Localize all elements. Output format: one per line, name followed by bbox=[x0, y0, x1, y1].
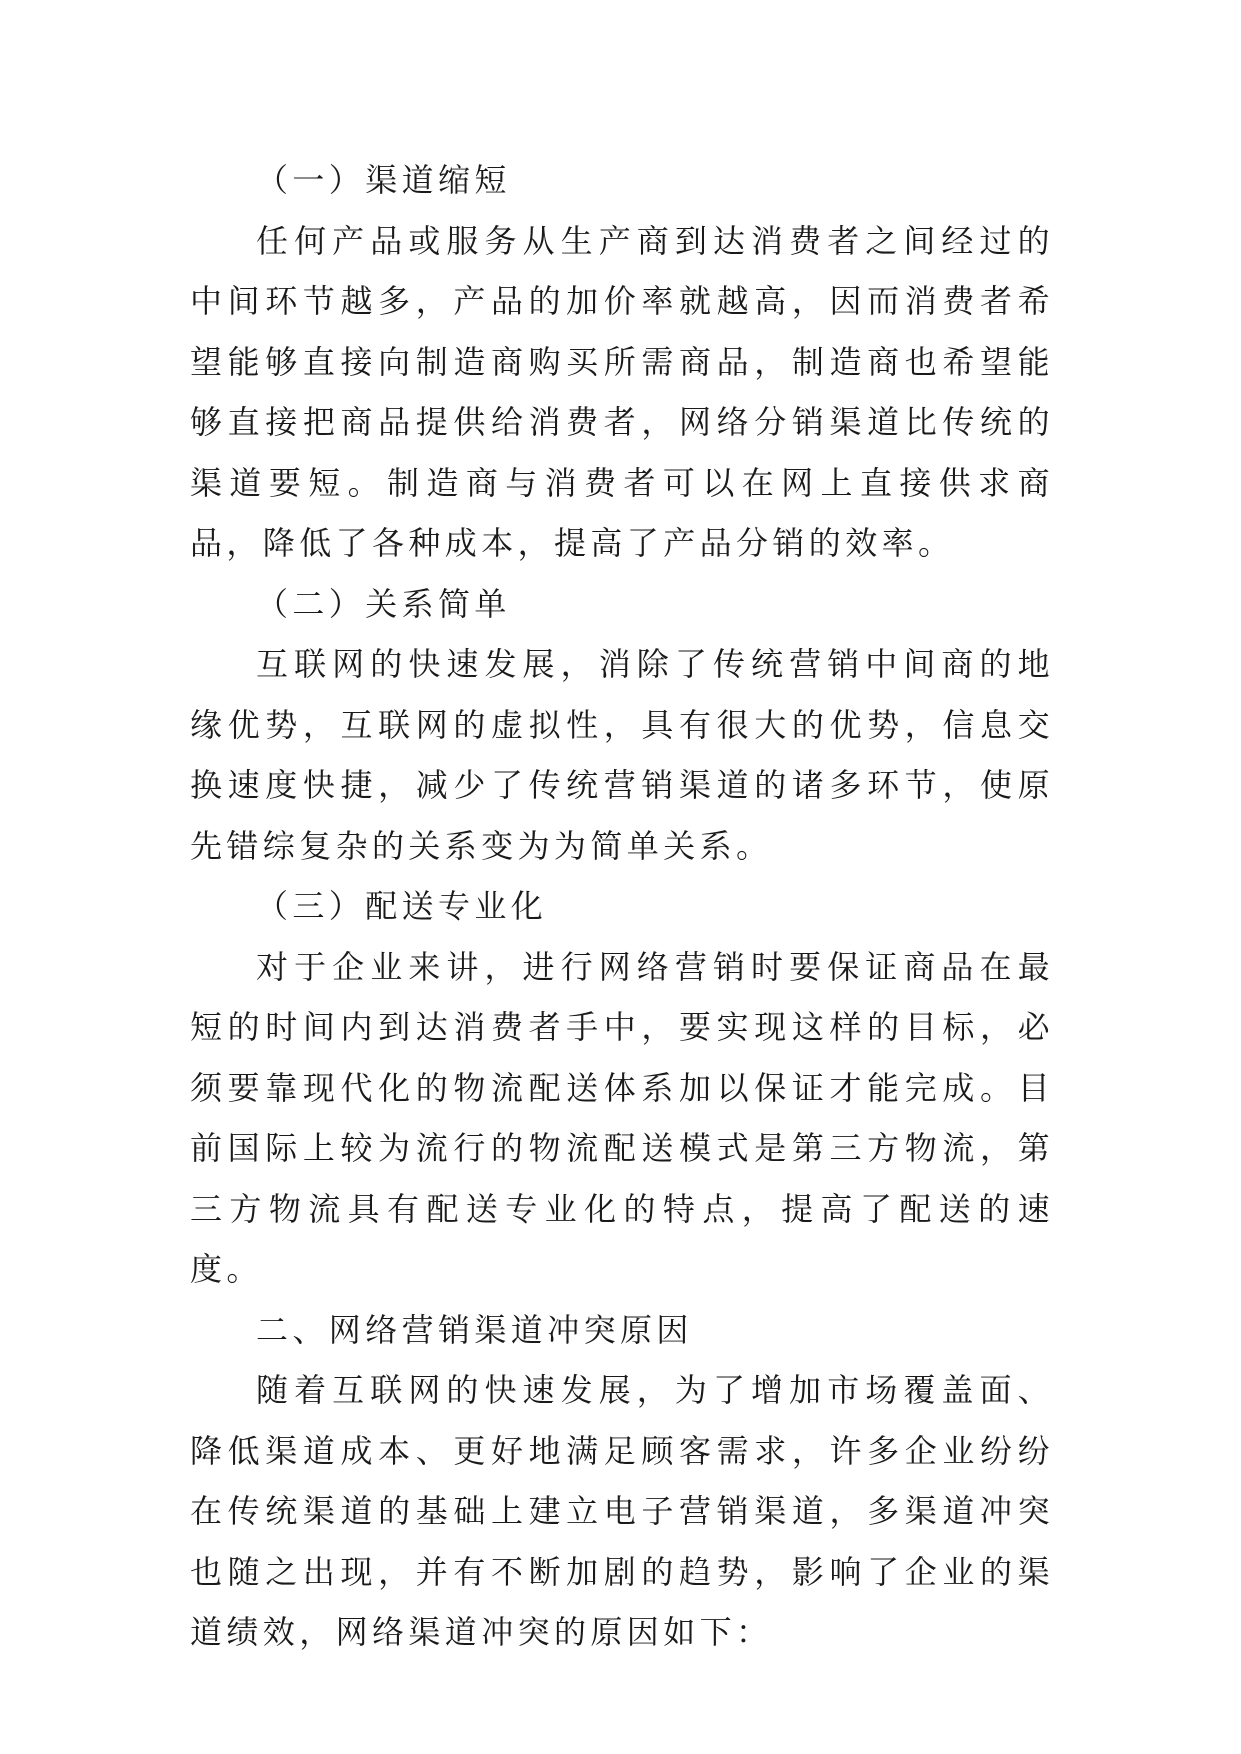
section-heading-4: 二、网络营销渠道冲突原因 bbox=[256, 1310, 693, 1349]
document-page bbox=[190, 150, 1054, 1663]
section-paragraph-4: 随着互联网的快速发展，为了增加市场覆盖面、降低渠道成本、更好地满足顾客需求，许多企业纷纷在传统渠道的基础上建立电子营销渠道，多渠道冲突也随之出现，并有不断加剧的趋势，影响了企业的渠道绩效，网络渠道冲突的原因如下： bbox=[190, 1371, 1054, 1651]
section-heading-3: （三）配送专业化 bbox=[256, 887, 548, 925]
section-paragraph-1: 任何产品或服务从生产商到达消费者之间经过的中间环节越多，产品的加价率就越高，因而消费者希望能够直接向制造商购买所需商品，制造商也希望能够直接把商品提供给消费者，网络分销渠道比传统的渠道要短。制造商与消费者可以在网上直接供求商品，降低了各种成本，提高了产品分销的效率。 bbox=[190, 221, 1054, 562]
section-heading-2: （二）关系简单 bbox=[256, 584, 511, 623]
section-paragraph-3: 对于企业来讲，进行网络营销时要保证商品在最短的时间内到达消费者手中，要实现这样的目标，必须要靠现代化的物流配送体系加以保证才能完成。目前国际上较为流行的物流配送模式是第三方物流，第三方物流具有配送专业化的特点，提高了配送的速度。 bbox=[190, 947, 1054, 1288]
section-paragraph-2: 互联网的快速发展，消除了传统营销中间商的地缘优势，互联网的虚拟性，具有很大的优势，信息交换速度快捷，减少了传统营销渠道的诸多环节，使原先错综复杂的关系变为为简单关系。 bbox=[190, 645, 1054, 865]
section-heading-1: （一）渠道缩短 bbox=[256, 161, 511, 199]
